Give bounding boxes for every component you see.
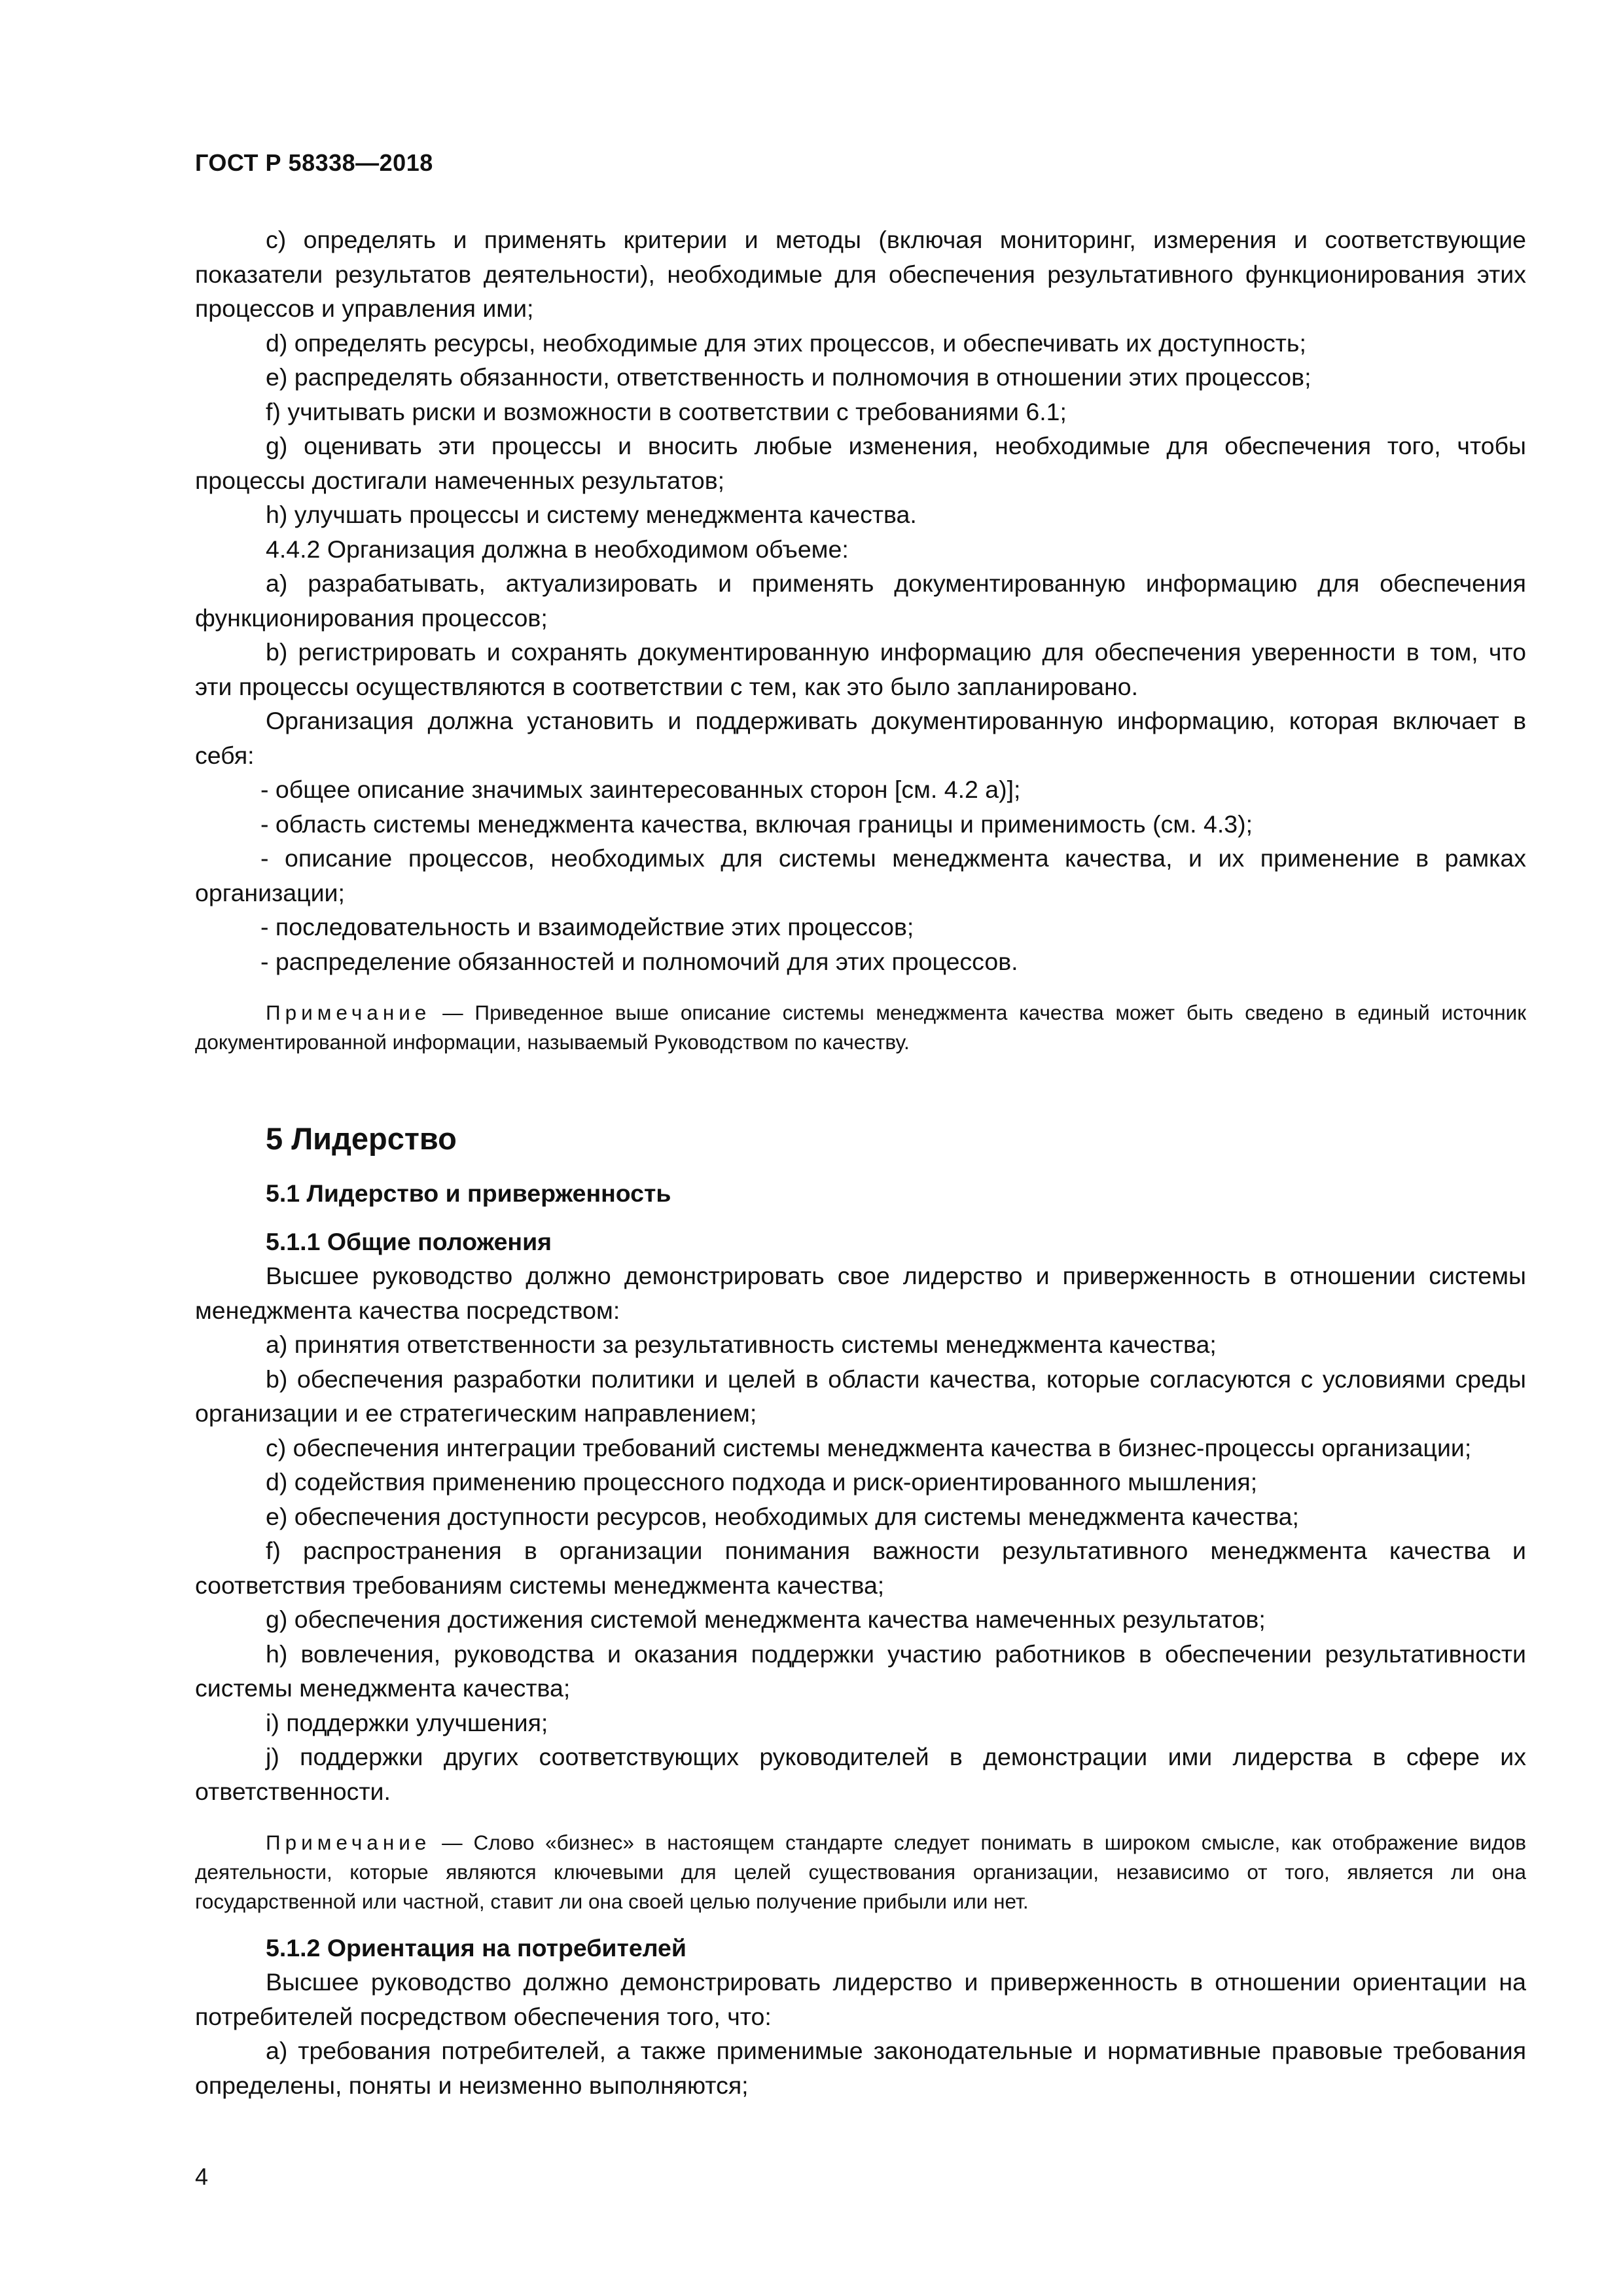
clause-title: 5.1.2 Ориентация на потребителей (266, 1934, 687, 1962)
paragraph: Высшее руководство должно демонстрировать лидерство и приверженность в отношении ориентации на потребителей посредством обеспечения того, что: (195, 1968, 1526, 2030)
paragraph: d) содействия применению процессного подхода и риск-ориентированного мышления; (266, 1468, 1258, 1496)
paragraph: e) распределять обязанности, ответственность и полномочия в отношении этих процессов; (266, 363, 1311, 391)
note-text: — Слово «бизнес» в настоящем стандарте следует понимать в широком смысле, как отображение видов деятельности, которые являются ключевыми для целей существования организации, независимо от того, является ли она государственной или частной, ставит ли она своей целью получение прибыли или нет. (195, 1831, 1526, 1913)
section-title: 5 Лидерство (266, 1121, 457, 1156)
paragraph: i) поддержки улучшения; (266, 1708, 548, 1736)
clause-4-4-2: 4.4.2 Организация должна в необходимом объеме: (266, 535, 849, 563)
page-number: 4 (195, 2163, 209, 2190)
paragraph: b) обеспечения разработки политики и целей в области качества, которые согласуются с условиями среды организации и ее стратегическим направлением; (195, 1365, 1526, 1427)
paragraph: a) принятия ответственности за результативность системы менеджмента качества; (266, 1331, 1217, 1358)
paragraph: а) требования потребителей, а также применимые законодательные и нормативные правовые требования определены, поняты и неизменно выполняются; (195, 2037, 1526, 2099)
paragraph: c) обеспечения интеграции требований системы менеджмента качества в бизнес-процессы организации; (266, 1433, 1472, 1462)
paragraph: Высшее руководство должно демонстрировать свое лидерство и приверженность в отношении системы менеджмента качества посредством: (195, 1262, 1526, 1324)
paragraph: а) разрабатывать, актуализировать и применять документированную информацию для обеспечения функционирования процессов; (195, 569, 1526, 632)
dash-list-item: - область системы менеджмента качества, включая границы и применимость (см. 4.3); (260, 810, 1253, 838)
clause-title: 5.1.1 Общие положения (266, 1228, 552, 1255)
paragraph: e) обеспечения доступности ресурсов, необходимых для системы менеджмента качества; (266, 1502, 1299, 1530)
document-body (195, 223, 1526, 2102)
note-text: — Приведенное выше описание системы менеджмента качества может быть сведено в единый источник документированной информации, называемый Руководством по качеству. (195, 1001, 1526, 1054)
paragraph: h) улучшать процессы и систему менеджмента качества. (266, 501, 917, 528)
paragraph: f) учитывать риски и возможности в соответствии с требованиями 6.1; (266, 397, 1067, 425)
note-label: Примечание (266, 1001, 431, 1024)
paragraph: j) поддержки других соответствующих руководителей в демонстрации ими лидерства в сфере их ответственности. (195, 1743, 1526, 1805)
dash-list-item: - последовательность и взаимодействие этих процессов; (260, 913, 914, 941)
dash-list-item: - распределение обязанностей и полномочий для этих процессов. (260, 947, 1018, 975)
paragraph: g) обеспечения достижения системой менеджмента качества намеченных результатов; (266, 1605, 1266, 1633)
paragraph: b) регистрировать и сохранять документированную информацию для обеспечения уверенности в том, что эти процессы осуществляются в соответствии с тем, как это было запланировано. (195, 638, 1526, 700)
note-label: Примечание (266, 1831, 431, 1854)
paragraph: g) оценивать эти процессы и вносить любые изменения, необходимые для обеспечения того, чтобы процессы достигали намеченных результатов; (195, 432, 1526, 494)
dash-list-item: - общее описание значимых заинтересованных сторон [см. 4.2 а)]; (260, 776, 1021, 803)
note-quality-manual (195, 998, 1526, 1057)
note-business (195, 1828, 1526, 1916)
paragraph: Организация должна установить и поддерживать документированную информацию, которая включает в себя: (195, 707, 1526, 769)
subsection-title: 5.1 Лидерство и приверженность (266, 1179, 671, 1207)
document-header: ГОСТ Р 58338—2018 (195, 149, 433, 176)
paragraph: c) определять и применять критерии и методы (включая мониторинг, измерения и соответствующие показатели результатов деятельности), необходимые для обеспечения результативного функционирования этих процессов и управления ими; (195, 226, 1526, 322)
paragraph: h) вовлечения, руководства и оказания поддержки участию работников в обеспечении результативности системы менеджмента качества; (195, 1640, 1526, 1702)
paragraph: d) определять ресурсы, необходимые для этих процессов, и обеспечивать их доступность; (266, 329, 1306, 357)
paragraph: f) распространения в организации понимания важности результативного менеджмента качества и соответствия требованиям системы менеджмента качества; (195, 1537, 1526, 1599)
dash-list-item: - описание процессов, необходимых для системы менеджмента качества, и их применение в рамках организации; (195, 844, 1526, 906)
